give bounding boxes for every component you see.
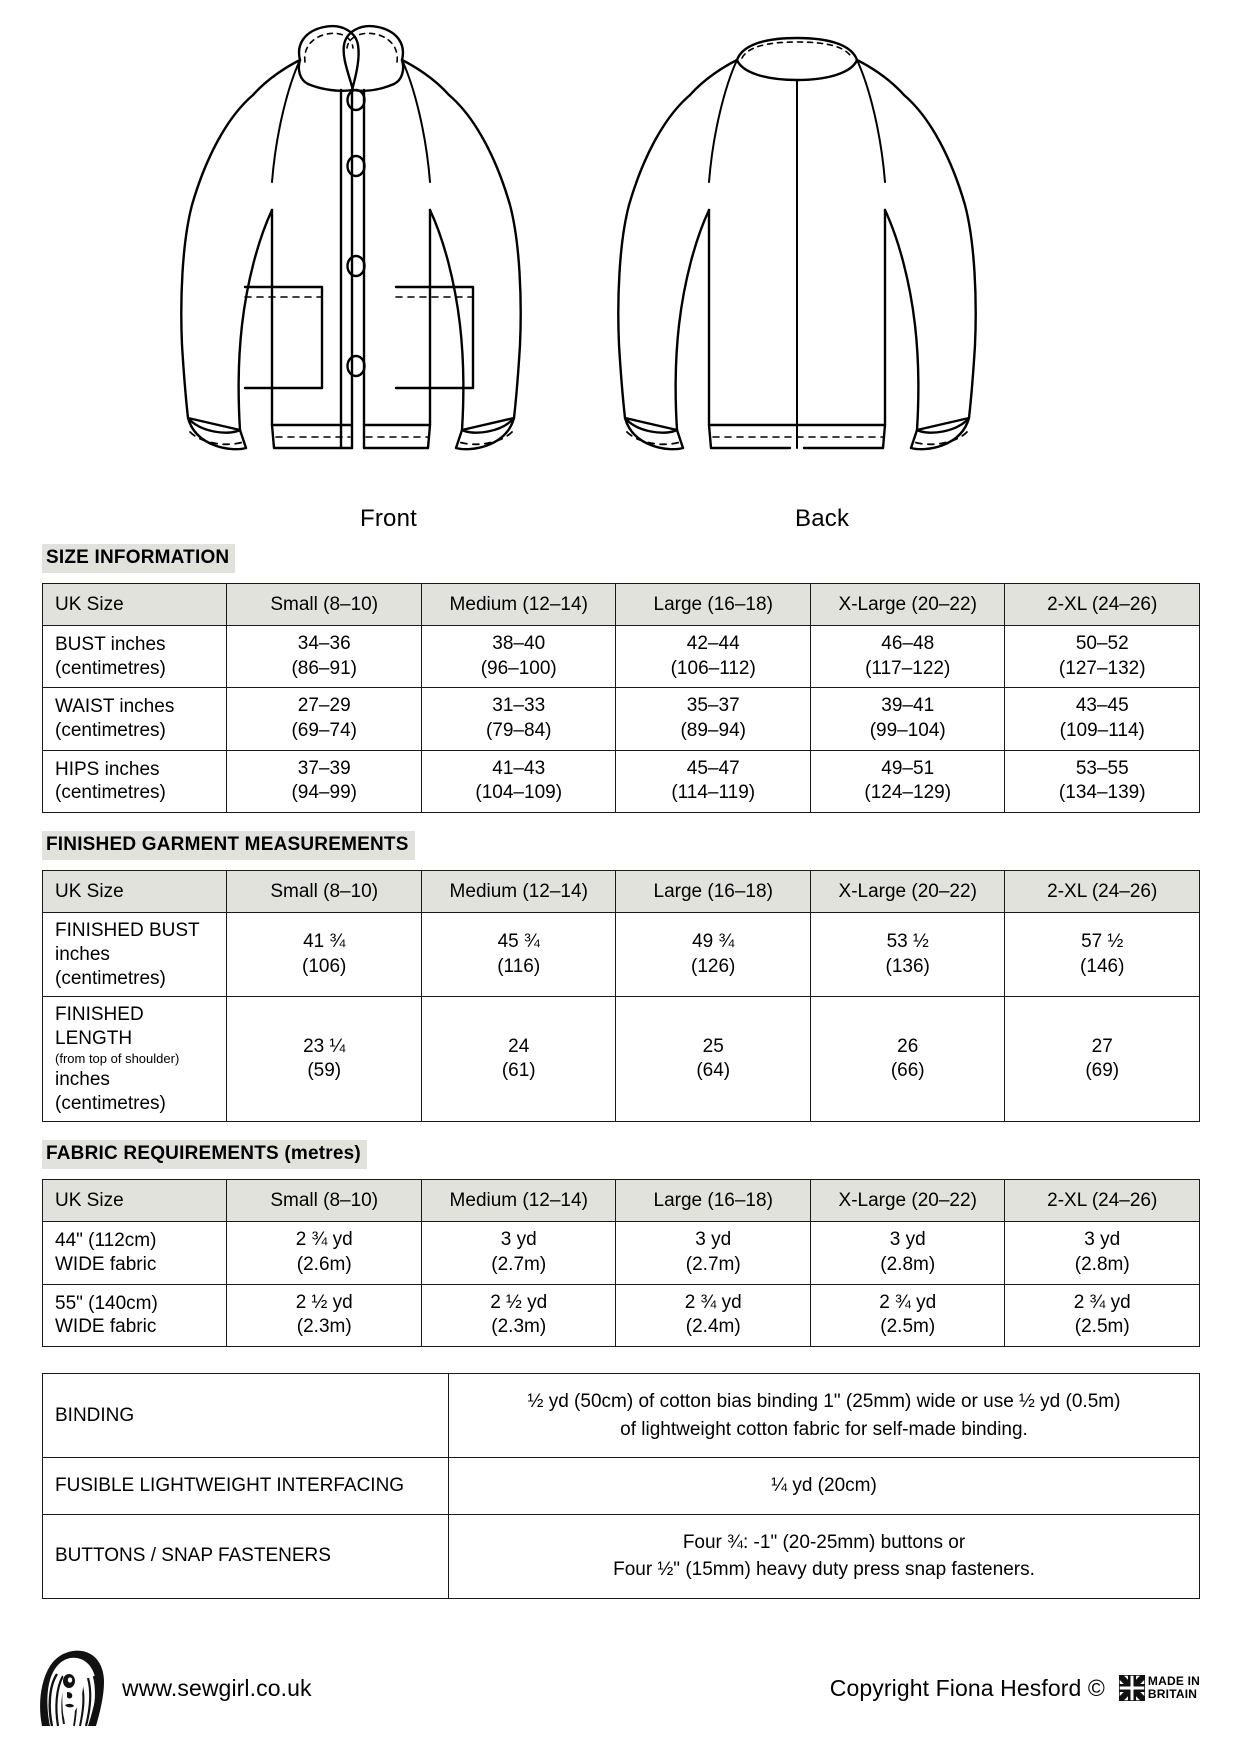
value-cm: (104–109) bbox=[475, 782, 563, 804]
column-header-medium: Medium (12–14) bbox=[421, 584, 616, 626]
cell-44in-xlarge bbox=[810, 1222, 1005, 1284]
notions-table-wrap bbox=[0, 1373, 1238, 1599]
notion-label-interfacing: FUSIBLE LIGHTWEIGHT INTERFACING bbox=[43, 1458, 449, 1515]
notion-value-line1: ½ yd (50cm) of cotton bias binding 1" (25mm) wide or use ½ yd (0.5m) bbox=[527, 1391, 1121, 1413]
front-view-label: Front bbox=[360, 505, 418, 532]
cell-waist-small bbox=[227, 688, 422, 750]
value-yards: 3 yd bbox=[1084, 1229, 1121, 1251]
value-inches: 38–40 bbox=[492, 633, 546, 654]
cell-finished-bust-medium bbox=[421, 913, 616, 997]
value-inches: 50–52 bbox=[1075, 633, 1129, 654]
sewgirl-logo-icon bbox=[36, 1648, 108, 1728]
value-inches: 41–43 bbox=[492, 757, 546, 779]
value-inches: 43–45 bbox=[1075, 695, 1129, 717]
cell-44in-small bbox=[227, 1222, 422, 1284]
column-header-small: Small (8–10) bbox=[227, 1180, 422, 1222]
column-header-large: Large (16–18) bbox=[616, 871, 811, 913]
column-header-2xl: 2-XL (24–26) bbox=[1005, 871, 1200, 913]
value-cm: (127–132) bbox=[1058, 657, 1146, 679]
cell-44in-medium bbox=[421, 1222, 616, 1284]
union-jack-icon bbox=[1119, 1675, 1145, 1701]
value-metres: (2.3m) bbox=[491, 1316, 547, 1338]
button-4 bbox=[348, 356, 365, 376]
back-view-drawing bbox=[618, 38, 975, 449]
value-metres: (2.5m) bbox=[1074, 1316, 1130, 1338]
cell-55in-medium bbox=[421, 1284, 616, 1346]
value-inches: 45 ¾ bbox=[497, 931, 540, 953]
value-inches: 39–41 bbox=[881, 695, 935, 717]
column-header-uk-size: UK Size bbox=[43, 871, 227, 913]
column-header-xlarge: X-Large (20–22) bbox=[810, 584, 1005, 626]
row-label-finished-bust bbox=[43, 913, 227, 997]
row-label-note: (from top of shoulder) bbox=[55, 1050, 180, 1066]
cell-finished-length-small bbox=[227, 997, 422, 1122]
value-cm: (136) bbox=[885, 955, 930, 977]
value-inches: 53–55 bbox=[1075, 757, 1129, 779]
value-cm: (96–100) bbox=[480, 657, 557, 679]
table-row bbox=[43, 688, 1200, 750]
cell-44in-large bbox=[616, 1222, 811, 1284]
value-cm: (106–112) bbox=[670, 657, 756, 679]
cell-bust-xlarge bbox=[810, 626, 1005, 688]
column-header-large: Large (16–18) bbox=[616, 584, 811, 626]
value-cm: (59) bbox=[307, 1060, 342, 1082]
notion-value-interfacing bbox=[449, 1458, 1200, 1515]
jacket-line-drawing bbox=[0, 0, 1238, 520]
row-label-line2: (centimetres) bbox=[55, 720, 166, 742]
value-cm: (106) bbox=[302, 955, 347, 977]
size-information-table-wrap bbox=[0, 583, 1238, 813]
table-row bbox=[43, 750, 1200, 812]
row-label-line2: (centimetres) bbox=[55, 782, 166, 804]
value-cm: (61) bbox=[501, 1060, 536, 1082]
table-row bbox=[43, 1374, 1200, 1458]
value-cm: (109–114) bbox=[1059, 720, 1145, 742]
value-metres: (2.8m) bbox=[880, 1253, 936, 1275]
row-label-line1: HIPS inches bbox=[55, 758, 160, 780]
cell-55in-small bbox=[227, 1284, 422, 1346]
value-cm: (64) bbox=[696, 1060, 731, 1082]
cell-waist-large bbox=[616, 688, 811, 750]
row-label-line2: WIDE fabric bbox=[55, 1253, 157, 1275]
value-inches: 53 ½ bbox=[886, 931, 929, 953]
cell-55in-large bbox=[616, 1284, 811, 1346]
size-information-table bbox=[42, 583, 1200, 813]
table-row bbox=[43, 997, 1200, 1122]
value-inches: 31–33 bbox=[492, 695, 546, 717]
cell-finished-bust-xlarge bbox=[810, 913, 1005, 997]
value-yards: 2 ¾ yd bbox=[879, 1291, 937, 1313]
value-yards: 2 ¾ yd bbox=[295, 1229, 353, 1251]
value-inches: 57 ½ bbox=[1081, 931, 1124, 953]
notion-value-line2: Four ½" (15mm) heavy duty press snap fasteners. bbox=[613, 1559, 1035, 1581]
row-label-line3: (centimetres) bbox=[55, 967, 166, 989]
row-label-waist bbox=[43, 688, 227, 750]
footer-right bbox=[830, 1675, 1200, 1702]
cell-bust-small bbox=[227, 626, 422, 688]
cell-finished-length-medium bbox=[421, 997, 616, 1122]
value-inches: 23 ¼ bbox=[303, 1035, 346, 1057]
finished-garment-heading-wrap bbox=[0, 831, 1238, 870]
table-row bbox=[43, 1222, 1200, 1284]
value-cm: (66) bbox=[890, 1060, 925, 1082]
back-view-label: Back bbox=[795, 505, 850, 532]
notion-value-line1: Four ¾: -1" (20-25mm) buttons or bbox=[682, 1531, 966, 1553]
column-header-uk-size: UK Size bbox=[43, 584, 227, 626]
cell-bust-medium bbox=[421, 626, 616, 688]
finished-garment-table-wrap bbox=[0, 870, 1238, 1122]
footer-left bbox=[36, 1648, 312, 1728]
finished-garment-table bbox=[42, 870, 1200, 1122]
value-cm: (134–139) bbox=[1058, 782, 1146, 804]
button-1 bbox=[348, 90, 365, 110]
column-header-large: Large (16–18) bbox=[616, 1180, 811, 1222]
value-metres: (2.7m) bbox=[685, 1253, 741, 1275]
value-cm: (99–104) bbox=[869, 720, 946, 742]
cell-finished-bust-2xl bbox=[1005, 913, 1200, 997]
column-header-2xl: 2-XL (24–26) bbox=[1005, 584, 1200, 626]
cell-finished-length-xlarge bbox=[810, 997, 1005, 1122]
finished-garment-heading: FINISHED GARMENT MEASUREMENTS bbox=[42, 831, 415, 860]
row-label-line1: 44" (112cm) bbox=[55, 1230, 157, 1252]
front-view-drawing bbox=[181, 26, 520, 449]
value-inches: 26 bbox=[897, 1035, 919, 1057]
row-label-bust bbox=[43, 626, 227, 688]
cell-hips-xlarge bbox=[810, 750, 1005, 812]
cell-hips-large bbox=[616, 750, 811, 812]
row-label-line3: inches bbox=[55, 1068, 110, 1090]
row-label-line4: (centimetres) bbox=[55, 1092, 166, 1114]
notion-value-buttons bbox=[449, 1514, 1200, 1598]
column-header-medium: Medium (12–14) bbox=[421, 1180, 616, 1222]
cell-waist-2xl bbox=[1005, 688, 1200, 750]
value-metres: (2.6m) bbox=[296, 1253, 352, 1275]
made-in-britain-text bbox=[1148, 1675, 1200, 1700]
cell-finished-bust-small bbox=[227, 913, 422, 997]
value-cm: (69–74) bbox=[291, 720, 357, 742]
value-cm: (116) bbox=[497, 955, 541, 977]
made-in-britain-badge bbox=[1119, 1675, 1200, 1701]
table-header-row bbox=[43, 584, 1200, 626]
value-cm: (146) bbox=[1080, 955, 1125, 977]
value-cm: (124–129) bbox=[864, 782, 952, 804]
cell-bust-large bbox=[616, 626, 811, 688]
value-cm: (117–122) bbox=[865, 657, 951, 679]
value-cm: (89–94) bbox=[680, 720, 746, 742]
value-cm: (79–84) bbox=[485, 720, 552, 742]
website-url[interactable]: www.sewgirl.co.uk bbox=[122, 1674, 312, 1701]
fabric-requirements-table bbox=[42, 1179, 1200, 1347]
value-cm: (69) bbox=[1085, 1060, 1120, 1082]
column-header-small: Small (8–10) bbox=[227, 871, 422, 913]
value-metres: (2.3m) bbox=[296, 1316, 352, 1338]
value-yards: 2 ¾ yd bbox=[1073, 1291, 1131, 1313]
column-header-xlarge: X-Large (20–22) bbox=[810, 1180, 1005, 1222]
table-row bbox=[43, 913, 1200, 997]
value-metres: (2.7m) bbox=[491, 1253, 547, 1275]
value-inches: 35–37 bbox=[686, 695, 740, 717]
size-information-heading-wrap bbox=[0, 544, 1238, 583]
value-metres: (2.8m) bbox=[1074, 1253, 1130, 1275]
notion-value-line1: ¼ yd (20cm) bbox=[771, 1475, 877, 1497]
value-inches: 25 bbox=[702, 1035, 724, 1057]
page-footer bbox=[0, 1640, 1238, 1736]
column-header-xlarge: X-Large (20–22) bbox=[810, 871, 1005, 913]
made-in-line1: MADE IN bbox=[1147, 1674, 1200, 1689]
table-row bbox=[43, 626, 1200, 688]
table-row bbox=[43, 1284, 1200, 1346]
cell-hips-small bbox=[227, 750, 422, 812]
value-cm: (114–119) bbox=[671, 782, 756, 804]
table-header-row bbox=[43, 1180, 1200, 1222]
value-yards: 3 yd bbox=[695, 1229, 732, 1251]
cell-waist-medium bbox=[421, 688, 616, 750]
value-yards: 2 ½ yd bbox=[490, 1291, 548, 1313]
value-inches: 24 bbox=[508, 1035, 530, 1057]
row-label-44in-fabric bbox=[43, 1222, 227, 1284]
cell-finished-length-2xl bbox=[1005, 997, 1200, 1122]
column-header-medium: Medium (12–14) bbox=[421, 871, 616, 913]
value-yards: 3 yd bbox=[500, 1229, 537, 1251]
cell-waist-xlarge bbox=[810, 688, 1005, 750]
cell-finished-bust-large bbox=[616, 913, 811, 997]
notion-value-line2: of lightweight cotton fabric for self-made binding. bbox=[620, 1418, 1028, 1440]
row-label-line2: (centimetres) bbox=[55, 657, 166, 679]
cell-bust-2xl bbox=[1005, 626, 1200, 688]
row-label-line2: inches bbox=[55, 943, 110, 965]
cell-hips-medium bbox=[421, 750, 616, 812]
row-label-line1: BUST inches bbox=[55, 633, 166, 655]
technical-drawing bbox=[0, 0, 1238, 532]
value-cm: (86–91) bbox=[291, 657, 357, 679]
button-3 bbox=[348, 256, 365, 276]
notion-label-binding: BINDING bbox=[43, 1374, 449, 1458]
value-inches: 49 ¾ bbox=[692, 931, 735, 953]
value-metres: (2.4m) bbox=[685, 1316, 741, 1338]
value-yards: 3 yd bbox=[889, 1229, 926, 1251]
row-label-line2: WIDE fabric bbox=[55, 1316, 157, 1338]
fabric-requirements-heading-wrap bbox=[0, 1140, 1238, 1179]
row-label-line1: WAIST inches bbox=[55, 696, 175, 718]
cell-55in-xlarge bbox=[810, 1284, 1005, 1346]
value-inches: 46–48 bbox=[881, 633, 935, 654]
column-header-small: Small (8–10) bbox=[227, 584, 422, 626]
value-inches: 37–39 bbox=[297, 757, 351, 779]
column-header-uk-size: UK Size bbox=[43, 1180, 227, 1222]
row-label-55in-fabric bbox=[43, 1284, 227, 1346]
value-inches: 42–44 bbox=[686, 633, 740, 654]
value-inches: 27 bbox=[1091, 1035, 1113, 1057]
notion-value-binding bbox=[449, 1374, 1200, 1458]
cell-finished-length-large bbox=[616, 997, 811, 1122]
value-cm: (94–99) bbox=[291, 782, 357, 804]
cell-55in-2xl bbox=[1005, 1284, 1200, 1346]
size-information-heading: SIZE INFORMATION bbox=[42, 544, 235, 573]
row-label-hips bbox=[43, 750, 227, 812]
made-in-line2: BRITAIN bbox=[1147, 1687, 1198, 1701]
value-yards: 2 ¾ yd bbox=[684, 1291, 742, 1313]
value-metres: (2.5m) bbox=[880, 1316, 936, 1338]
table-header-row bbox=[43, 871, 1200, 913]
fabric-requirements-table-wrap bbox=[0, 1179, 1238, 1347]
row-label-line2: LENGTH bbox=[55, 1028, 133, 1050]
column-header-2xl: 2-XL (24–26) bbox=[1005, 1180, 1200, 1222]
value-inches: 41 ¾ bbox=[303, 931, 346, 953]
value-inches: 34–36 bbox=[297, 633, 351, 654]
row-label-line1: FINISHED bbox=[55, 1004, 144, 1026]
cell-hips-2xl bbox=[1005, 750, 1200, 812]
notion-label-buttons: BUTTONS / SNAP FASTENERS bbox=[43, 1514, 449, 1598]
value-inches: 45–47 bbox=[686, 757, 740, 779]
fabric-requirements-heading: FABRIC REQUIREMENTS (metres) bbox=[42, 1140, 367, 1169]
row-label-line1: 55" (140cm) bbox=[55, 1292, 158, 1314]
row-label-line1: FINISHED BUST bbox=[55, 920, 200, 942]
cell-44in-2xl bbox=[1005, 1222, 1200, 1284]
table-row bbox=[43, 1458, 1200, 1515]
table-row bbox=[43, 1514, 1200, 1598]
value-cm: (126) bbox=[691, 955, 736, 977]
value-inches: 49–51 bbox=[881, 757, 935, 779]
row-label-finished-length bbox=[43, 997, 227, 1122]
notions-table bbox=[42, 1373, 1200, 1599]
view-labels bbox=[0, 505, 1238, 535]
value-yards: 2 ½ yd bbox=[295, 1291, 353, 1313]
copyright-text: Copyright Fiona Hesford © bbox=[829, 1674, 1105, 1701]
button-2 bbox=[348, 156, 365, 176]
value-inches: 27–29 bbox=[297, 695, 351, 717]
